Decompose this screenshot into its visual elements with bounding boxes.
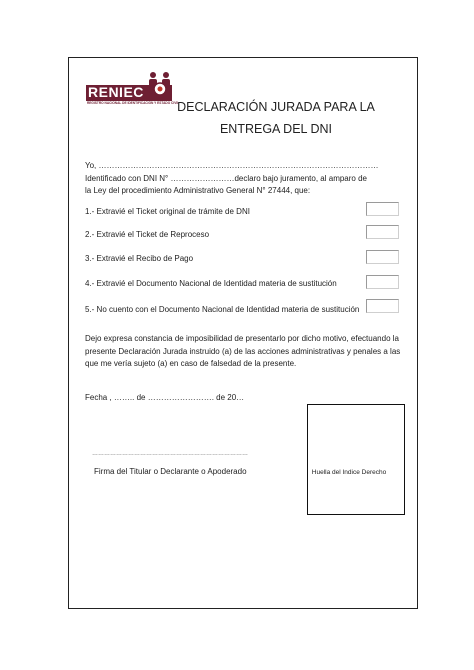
statement-line-3: que me vería sujeto (a) en caso de falsedad de la presente. [85,359,297,368]
logo-figures-icon [144,71,176,103]
declaration-item-3: 3.- Extravié el Recibo de Pago [85,254,194,263]
declaration-item-4: 4.- Extravié el Documento Nacional de Identidad materia de sustitución [85,279,337,288]
signature-line[interactable]: …………………………………………………………………… [92,451,248,457]
date-field[interactable]: Fecha , …….. de ……………………. de 20… [85,393,245,402]
signature-label: Firma del Titular o Declarante o Apoderado [94,467,247,476]
intro-line-1: Yo, …………………………………………………………………………………………… [85,161,379,170]
intro-line-2: Identificado con DNI N° ……………………declaro bajo juramento, al amparo de [85,173,367,183]
title-line-2: ENTREGA DEL DNI [219,122,333,136]
statement-paragraph [85,333,405,371]
item-4-checkbox[interactable] [366,275,399,289]
reniec-logo [86,71,180,109]
item-1-checkbox[interactable] [366,202,399,216]
thumbprint-box[interactable] [307,404,405,515]
statement-line-1: Dejo expresa constancia de imposibilidad de presentarlo por dicho motivo, efectuando la [85,334,399,343]
intro-line-3: la Ley del procedimiento Administrativo General N° 27444, que: [85,186,311,195]
logo-word: RENIEC [88,84,144,100]
declaration-item-2: 2.- Extravié el Ticket de Reproceso [85,230,210,239]
intro-paragraph [85,160,385,198]
declaration-item-5: 5.- No cuento con el Documento Nacional de Identidad materia de sustitución [85,305,360,314]
item-2-checkbox[interactable] [366,225,399,239]
title-line-1: DECLARACIÓN JURADA PARA LA [177,100,375,114]
thumbprint-label: Huella del Indice Derecho [311,469,387,476]
document-title [176,96,376,140]
item-3-checkbox[interactable] [366,250,399,264]
item-5-checkbox[interactable] [366,299,399,313]
declaration-item-1: 1.- Extravié el Ticket original de trámite de DNI [85,207,250,216]
logo-subtitle: REGISTRO NACIONAL DE IDENTIFICACIÓN Y ESTADO CIVIL [87,101,180,105]
statement-line-2: presente Declaración Jurada instruido (a) de las acciones administrativas y penales a las [85,346,401,356]
